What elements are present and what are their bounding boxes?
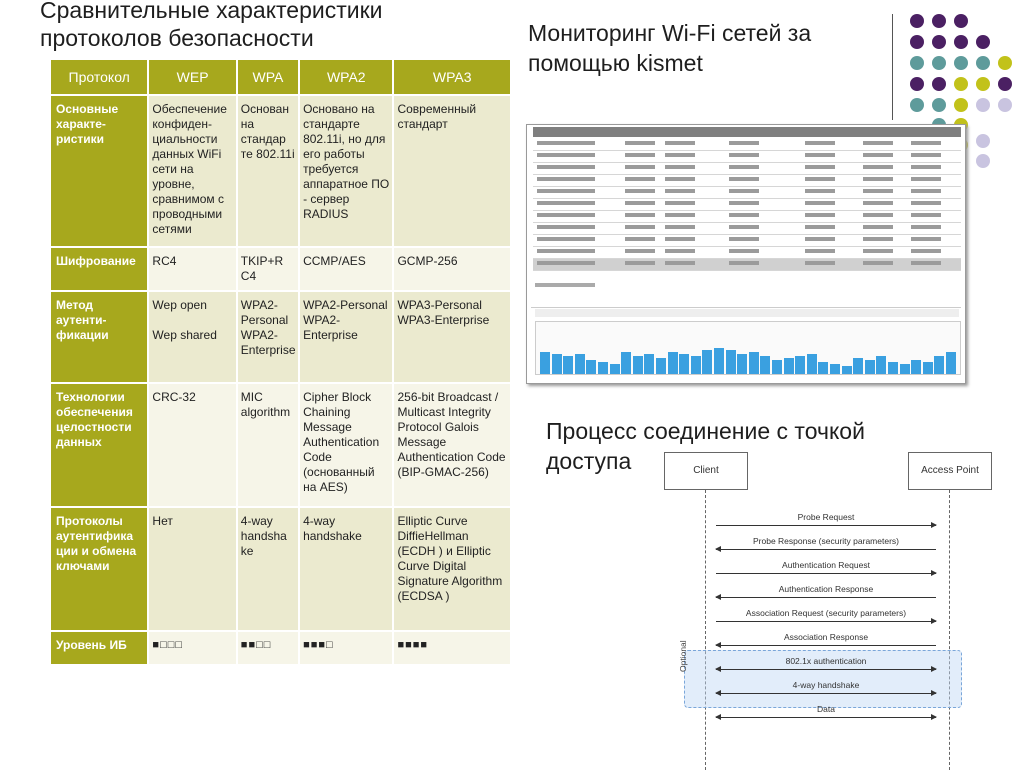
kismet-cell (729, 165, 759, 169)
kismet-cell (863, 177, 893, 181)
kismet-cell (665, 261, 695, 265)
kismet-graph-bar (644, 354, 654, 374)
access-point-lifeline (949, 490, 950, 770)
sequence-message (716, 584, 936, 594)
sequence-message-label: Probe Request (797, 512, 855, 522)
kismet-cell (805, 213, 835, 217)
kismet-cell (729, 261, 759, 265)
kismet-cell (863, 201, 893, 205)
kismet-graph-bar (807, 354, 817, 374)
kismet-table-row (533, 247, 961, 259)
arrow-right-icon (931, 666, 937, 672)
arrow-right-icon (931, 618, 937, 624)
kismet-graph-bar (563, 356, 573, 374)
arrow-right-icon (931, 522, 937, 528)
arrow-left-icon (715, 714, 721, 720)
kismet-table-row (533, 139, 961, 151)
kismet-cell (805, 165, 835, 169)
cell-wpa2: 4-way handshake (299, 507, 393, 631)
kismet-graph-bar (865, 360, 875, 374)
kismet-cell (805, 201, 835, 205)
kismet-cell (911, 213, 941, 217)
kismet-cell (863, 153, 893, 157)
cell-wpa: TKIP+R C4 (237, 247, 299, 291)
kismet-graph-bar (586, 360, 596, 374)
kismet-graph-bar (818, 362, 828, 374)
kismet-cell (863, 225, 893, 229)
kismet-cell (665, 201, 695, 205)
kismet-table-row (533, 211, 961, 223)
sequence-message (716, 608, 936, 618)
kismet-graph-bar (795, 356, 805, 374)
sequence-message (716, 680, 936, 690)
table-row (50, 247, 511, 291)
kismet-graph-bar (714, 348, 724, 374)
kismet-tab-bar (531, 297, 961, 308)
table-header-row (50, 59, 511, 95)
kismet-table-header (533, 127, 961, 137)
kismet-cell (863, 189, 893, 193)
cell-wpa3: Современный стандарт (393, 95, 511, 247)
process-title: Процесс соединение с точкой доступа (546, 418, 865, 474)
kismet-cell (729, 153, 759, 157)
kismet-cell (863, 213, 893, 217)
row-label: Основные характе-ристики (50, 95, 148, 247)
kismet-cell (805, 225, 835, 229)
kismet-table-row (533, 187, 961, 199)
access-point-box: Access Point (908, 452, 992, 490)
row-label: Уровень ИБ (50, 631, 148, 665)
kismet-cell (805, 249, 835, 253)
client-box: Client (664, 452, 748, 490)
kismet-cell (911, 225, 941, 229)
arrow-left-icon (715, 690, 721, 696)
kismet-cell (665, 189, 695, 193)
sequence-message-line (716, 525, 936, 526)
cell-wpa: MIC algorithm (237, 383, 299, 507)
cell-wep: CRC-32 (148, 383, 236, 507)
table-row (50, 507, 511, 631)
sequence-message-label: Authentication Request (782, 560, 870, 570)
kismet-graph-bar (702, 350, 712, 374)
kismet-cell (863, 261, 893, 265)
sequence-message-label: Data (817, 704, 835, 714)
kismet-cell (863, 165, 893, 169)
kismet-graph-bar (830, 364, 840, 374)
connection-sequence-diagram (662, 450, 979, 770)
table-row (50, 631, 511, 665)
cell-wep: RC4 (148, 247, 236, 291)
sequence-message-line (716, 693, 936, 694)
kismet-cell (665, 237, 695, 241)
kismet-graph-bar (726, 350, 736, 374)
cell-wpa3: WPA3-Personal WPA3-Enterprise (393, 291, 511, 383)
kismet-graph-bar (598, 362, 608, 374)
kismet-cell (911, 177, 941, 181)
cell-wep: Нет (148, 507, 236, 631)
kismet-graph-bar (842, 366, 852, 374)
kismet-cell (729, 225, 759, 229)
kismet-cell (537, 237, 595, 241)
kismet-cell (911, 249, 941, 253)
kismet-cell (911, 261, 941, 265)
kismet-graph-bar (679, 354, 689, 374)
kismet-channel-toolbar (535, 309, 959, 317)
row-label: Технологии обеспечения целостности данных (50, 383, 148, 507)
kismet-cell (625, 177, 655, 181)
cell-wpa: 4-way handsha ke (237, 507, 299, 631)
kismet-graph-bar (610, 364, 620, 374)
kismet-cell (537, 165, 595, 169)
row-label: Метод аутенти-фикации (50, 291, 148, 383)
kismet-cell (625, 237, 655, 241)
kismet-graph-bar (784, 358, 794, 374)
cell-wep: ■□□□ (148, 631, 236, 665)
cell-wpa2: CCMP/AES (299, 247, 393, 291)
kismet-cell (805, 261, 835, 265)
kismet-cell (665, 249, 695, 253)
sequence-message-line (716, 597, 936, 598)
kismet-graph-bar (691, 356, 701, 374)
divider-line (892, 14, 893, 120)
kismet-graph-bar (923, 362, 933, 374)
cell-wpa3: GCMP-256 (393, 247, 511, 291)
sequence-message (716, 512, 936, 522)
sequence-message-line (716, 717, 936, 718)
sequence-message-label: Association Response (783, 632, 869, 642)
kismet-cell (625, 213, 655, 217)
kismet-table-row (533, 163, 961, 175)
kismet-cell (665, 165, 695, 169)
kismet-cell (729, 249, 759, 253)
header-wpa2: WPA2 (299, 59, 393, 95)
kismet-graph-bar (888, 362, 898, 374)
sequence-message-label: 4-way handshake (792, 680, 860, 690)
kismet-table-row (533, 259, 961, 271)
kismet-cell (537, 249, 595, 253)
cell-wpa3: Elliptic Curve DiffieHellman (ECDH ) и Elliptic Curve Digital Signature Algorithm (ECDSA ) (393, 507, 511, 631)
sequence-message (716, 536, 936, 546)
optional-label: Optional (678, 640, 688, 672)
kismet-cell (537, 141, 595, 145)
sequence-message-line (716, 573, 936, 574)
sequence-message-label: Association Request (security parameters) (745, 608, 907, 618)
kismet-graph-bar (946, 352, 956, 374)
kismet-table-row (533, 199, 961, 211)
kismet-cell (537, 201, 595, 205)
arrow-left-icon (715, 594, 721, 600)
kismet-graph-bar (737, 354, 747, 374)
kismet-cell (537, 177, 595, 181)
sequence-message (716, 560, 936, 570)
kismet-cell (625, 201, 655, 205)
kismet-cell (625, 249, 655, 253)
kismet-cell (805, 189, 835, 193)
kismet-cell (805, 141, 835, 145)
kismet-cell (911, 141, 941, 145)
kismet-cell (911, 189, 941, 193)
kismet-cell (625, 153, 655, 157)
kismet-cell (729, 237, 759, 241)
kismet-graph-bar (876, 356, 886, 374)
kismet-cell (625, 141, 655, 145)
kismet-cell (537, 213, 595, 217)
sequence-message (716, 704, 936, 714)
arrow-left-icon (715, 666, 721, 672)
kismet-graph-bar (749, 352, 759, 374)
monitoring-title: Мониторинг Wi-Fi сетей за помощью kismet (528, 20, 812, 76)
kismet-cell (911, 165, 941, 169)
kismet-graph-bar (853, 358, 863, 374)
kismet-cell (911, 237, 941, 241)
kismet-graph-bar (575, 354, 585, 374)
sequence-message-label: Probe Response (security parameters) (753, 536, 899, 546)
cell-wpa: ■■□□ (237, 631, 299, 665)
kismet-table-row (533, 223, 961, 235)
arrow-right-icon (931, 714, 937, 720)
cell-wpa3: ■■■■ (393, 631, 511, 665)
kismet-cell (729, 201, 759, 205)
header-wep: WEP (148, 59, 236, 95)
kismet-cell (805, 237, 835, 241)
kismet-cell (537, 189, 595, 193)
kismet-cell (665, 141, 695, 145)
header-wpa: WPA (237, 59, 299, 95)
kismet-graph-bar (911, 360, 921, 374)
cell-wpa2: ■■■□ (299, 631, 393, 665)
row-label: Шифрование (50, 247, 148, 291)
kismet-cell (625, 261, 655, 265)
kismet-cell (665, 177, 695, 181)
kismet-cell (625, 165, 655, 169)
row-label: Протоколы аутентифика ции и обмена ключами (50, 507, 148, 631)
arrow-right-icon (931, 570, 937, 576)
sequence-message-label: Authentication Response (778, 584, 874, 594)
cell-wep: Обеспечение конфиден-циальности данных WiFi сети на уровне, сравнимом с проводными сетями (148, 95, 236, 247)
sequence-message-line (716, 549, 936, 550)
kismet-graph-bar (772, 360, 782, 374)
kismet-cell (625, 189, 655, 193)
kismet-table-row (533, 235, 961, 247)
cell-wpa: WPA2-Personal WPA2-Enterprise (237, 291, 299, 383)
kismet-cell (863, 141, 893, 145)
kismet-cell (911, 153, 941, 157)
kismet-channel-graph (535, 321, 961, 375)
kismet-cell (805, 153, 835, 157)
kismet-cell (665, 153, 695, 157)
kismet-cell (729, 141, 759, 145)
kismet-graph-bar (668, 352, 678, 374)
kismet-cell (665, 213, 695, 217)
kismet-screenshot (526, 124, 966, 384)
kismet-cell (729, 177, 759, 181)
header-protocol: Протокол (50, 59, 148, 95)
table-title: Сравнительные характеристики протоколов безопасности (40, 0, 383, 51)
kismet-table-row (533, 151, 961, 163)
header-wpa3: WPA3 (393, 59, 511, 95)
kismet-graph-bar (633, 356, 643, 374)
kismet-cell (665, 225, 695, 229)
cell-wpa2: Основано на стандарте 802.11i, но для его работы требуется аппаратное ПО - сервер RADIUS (299, 95, 393, 247)
kismet-graph-bar (900, 364, 910, 374)
sequence-message-line (716, 621, 936, 622)
kismet-table-row (533, 175, 961, 187)
security-protocols-table (49, 58, 512, 666)
cell-wep: Wep open Wep shared (148, 291, 236, 383)
kismet-graph-bar (552, 354, 562, 374)
kismet-cell (537, 153, 595, 157)
cell-wpa: Основан на стандар те 802.11i (237, 95, 299, 247)
cell-wpa3: 256-bit Broadcast / Multicast Integrity Protocol Galois Message Authentication Code (BIP-GMAC-256) (393, 383, 511, 507)
kismet-cell (537, 225, 595, 229)
table-row (50, 95, 511, 247)
kismet-cell (729, 213, 759, 217)
kismet-graph-bar (760, 356, 770, 374)
arrow-right-icon (931, 690, 937, 696)
table-row (50, 291, 511, 383)
kismet-graph-bar (540, 352, 550, 374)
kismet-graph-bar (621, 352, 631, 374)
sequence-message-line (716, 669, 936, 670)
kismet-footer (535, 283, 595, 287)
arrow-left-icon (715, 642, 721, 648)
kismet-cell (863, 237, 893, 241)
table-row (50, 383, 511, 507)
client-lifeline (705, 490, 706, 770)
kismet-cell (863, 249, 893, 253)
kismet-cell (625, 225, 655, 229)
cell-wpa2: Cipher Block Chaining Message Authentication Code (основанный на AES) (299, 383, 393, 507)
sequence-message-label: 802.1x authentication (785, 656, 867, 666)
sequence-message (716, 656, 936, 666)
sequence-message (716, 632, 936, 642)
kismet-cell (911, 201, 941, 205)
kismet-graph-bar (934, 356, 944, 374)
cell-wpa2: WPA2-Personal WPA2-Enterprise (299, 291, 393, 383)
arrow-left-icon (715, 546, 721, 552)
kismet-cell (729, 189, 759, 193)
kismet-cell (537, 261, 595, 265)
kismet-cell (805, 177, 835, 181)
sequence-message-line (716, 645, 936, 646)
kismet-graph-bar (656, 358, 666, 374)
